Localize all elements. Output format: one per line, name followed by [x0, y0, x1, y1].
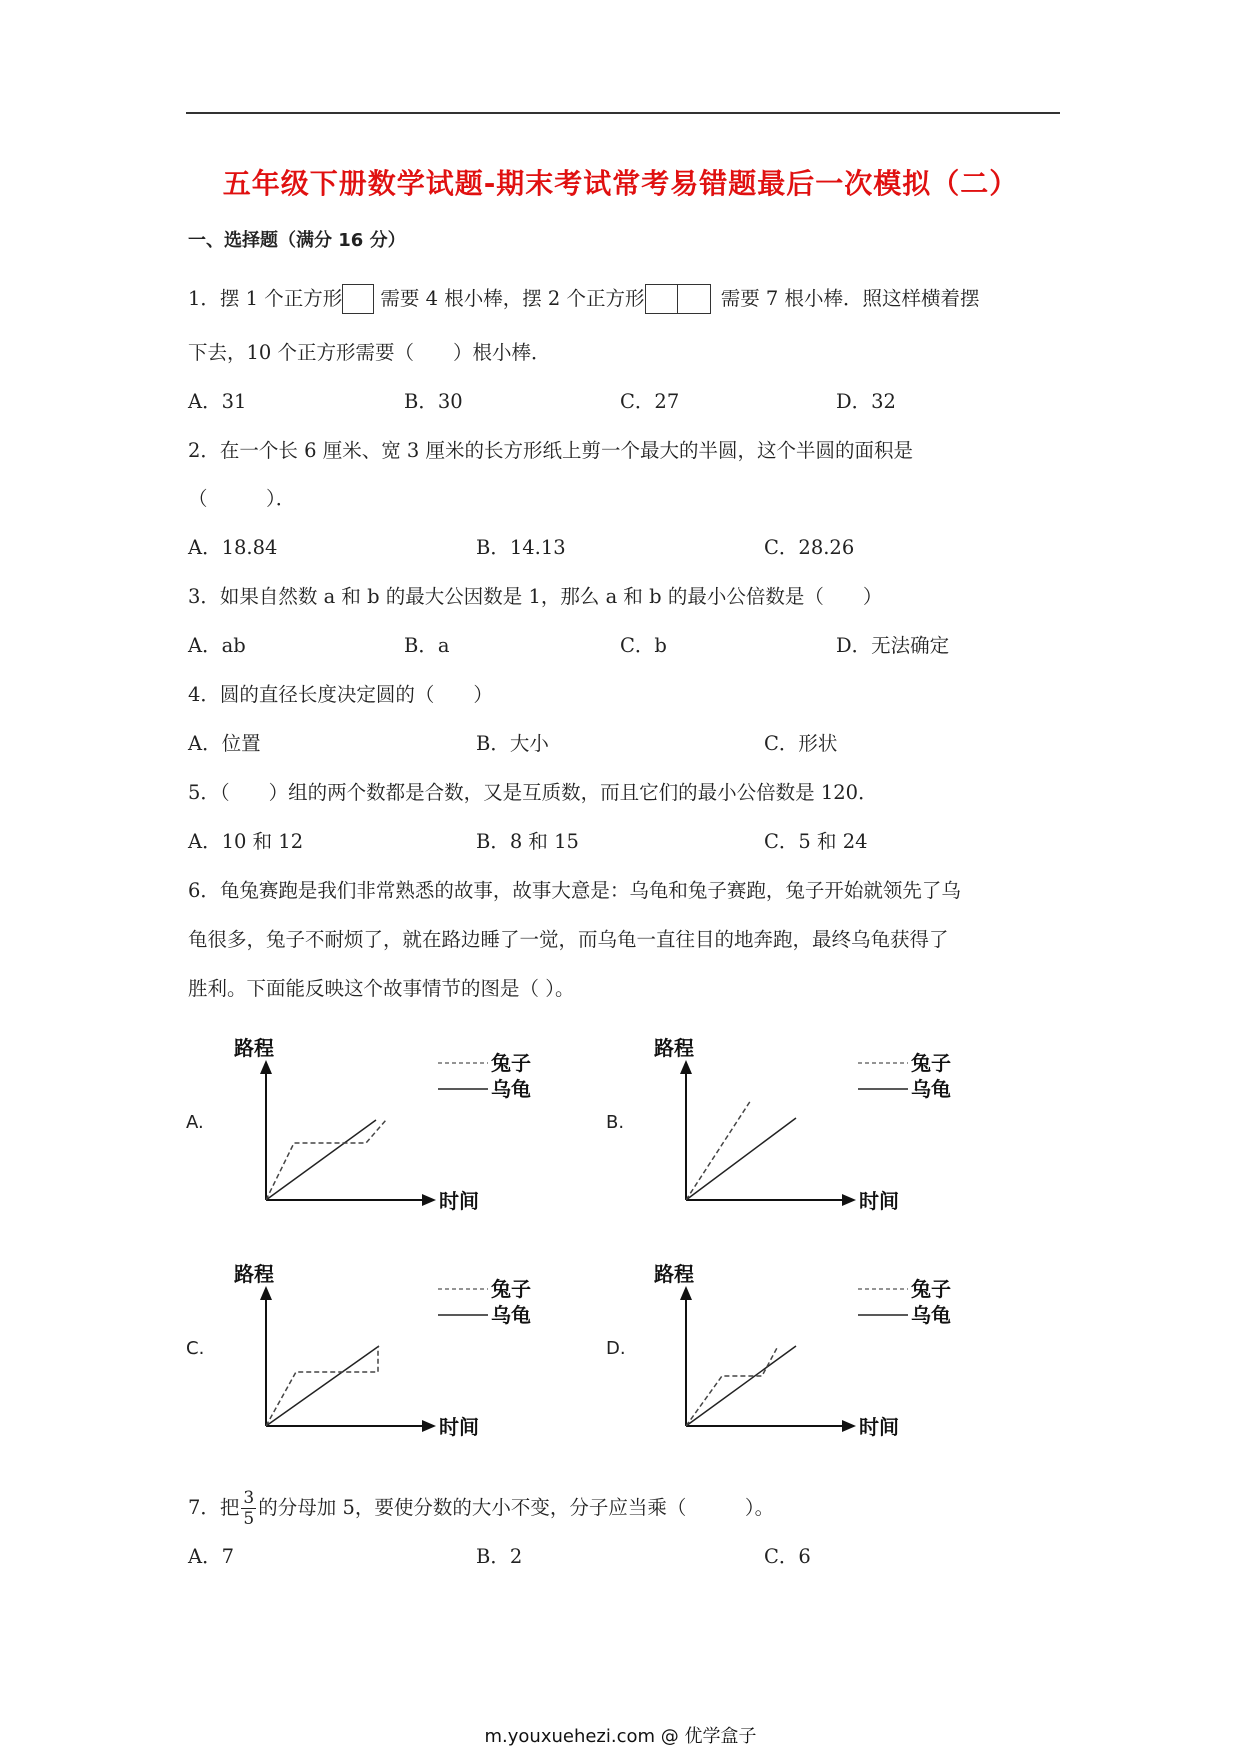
q2-line1: 2．在一个长 6 厘米、宽 3 厘米的长方形纸上剪一个最大的半圆，这个半圆的面积是 — [188, 439, 914, 462]
legend-rabbit: 兔子 — [491, 1277, 531, 1301]
q1-text-part3: 需要 7 根小棒．照这样横着摆 — [720, 287, 980, 310]
q3-option-b[interactable]: B．a — [404, 634, 450, 657]
x-axis-label: 时间 — [859, 1415, 899, 1439]
q4-line1: 4．圆的直径长度决定圆的（ ） — [188, 683, 493, 706]
q1-option-b[interactable]: B．30 — [404, 390, 463, 413]
turtle-line — [686, 1118, 796, 1200]
q5-option-b[interactable]: B．8 和 15 — [476, 830, 579, 853]
y-axis-label: 路程 — [234, 1036, 274, 1060]
q6-graph-a[interactable] — [186, 1030, 546, 1234]
turtle-line — [686, 1346, 796, 1426]
q2-option-a[interactable]: A．18.84 — [188, 536, 278, 559]
q1-option-d[interactable]: D．32 — [836, 390, 896, 413]
q3-option-d[interactable]: D．无法确定 — [836, 634, 950, 657]
q7-option-a[interactable]: A．7 — [188, 1545, 234, 1568]
q1-text-part2: 需要 4 根小棒，摆 2 个正方形 — [380, 287, 645, 310]
q7-text-part2: 的分母加 5，要使分数的大小不变，分子应当乘（ ）。 — [258, 1496, 775, 1519]
y-axis-label: 路程 — [654, 1036, 694, 1060]
legend-turtle: 乌龟 — [911, 1077, 951, 1101]
q2-line2: （ ）． — [188, 487, 296, 510]
q3-line1: 3．如果自然数 a 和 b 的最大公因数是 1，那么 a 和 b 的最小公倍数是（ ） — [188, 585, 883, 608]
q3-option-a[interactable]: A．ab — [188, 634, 246, 657]
legend-rabbit: 兔子 — [911, 1277, 951, 1301]
fraction-numerator: 3 — [243, 1488, 255, 1508]
x-axis-label: 时间 — [439, 1415, 479, 1439]
q7-line1 — [188, 1480, 774, 1536]
section-heading: 一、选择题（满分 16 分） — [188, 230, 406, 251]
q1-line1 — [188, 284, 980, 314]
q6-graph-b[interactable] — [606, 1030, 966, 1234]
legend-rabbit: 兔子 — [491, 1051, 531, 1075]
q6-graph-c[interactable] — [186, 1256, 546, 1460]
q7-option-c[interactable]: C．6 — [764, 1545, 811, 1568]
q5-option-a[interactable]: A．10 和 12 — [188, 830, 304, 853]
q4-option-a[interactable]: A．位置 — [188, 732, 261, 755]
page-title: 五年级下册数学试题-期末考试常考易错题最后一次模拟（二） — [222, 167, 1019, 200]
q2-option-b[interactable]: B．14.13 — [476, 536, 566, 559]
fraction-three-fifths — [241, 1488, 256, 1529]
q2-option-c[interactable]: C．28.26 — [764, 536, 855, 559]
q6-line3: 胜利。下面能反映这个故事情节的图是（ ）。 — [188, 977, 575, 1000]
option-label: A. — [186, 1112, 204, 1133]
q1-line2: 下去，10 个正方形需要（ ）根小棒． — [188, 341, 551, 364]
y-axis-label: 路程 — [234, 1262, 274, 1286]
y-axis-label: 路程 — [654, 1262, 694, 1286]
rabbit-line — [686, 1100, 751, 1200]
q7-text-part1: 7．把 — [188, 1496, 240, 1519]
q6-line2: 龟很多，兔子不耐烦了，就在路边睡了一觉，而乌龟一直往目的地奔跑，最终乌龟获得了 — [188, 928, 949, 951]
q6-line1: 6．龟兔赛跑是我们非常熟悉的故事，故事大意是：乌龟和兔子赛跑，兔子开始就领先了乌 — [188, 879, 961, 902]
rabbit-line — [266, 1120, 386, 1200]
single-square-icon — [342, 284, 374, 314]
x-axis-label: 时间 — [859, 1189, 899, 1213]
double-square-icon — [645, 284, 711, 314]
q3-option-c[interactable]: C．b — [620, 634, 667, 657]
q1-text-part1: 1．摆 1 个正方形 — [188, 287, 343, 310]
option-label: C. — [186, 1338, 205, 1359]
q6-graph-d[interactable] — [606, 1256, 966, 1460]
legend-turtle: 乌龟 — [491, 1077, 531, 1101]
turtle-line — [266, 1120, 376, 1200]
x-axis-label: 时间 — [439, 1189, 479, 1213]
q7-option-b[interactable]: B．2 — [476, 1545, 523, 1568]
q5-option-c[interactable]: C．5 和 24 — [764, 830, 868, 853]
q5-line1: 5．（ ）组的两个数都是合数，又是互质数，而且它们的最小公倍数是 120． — [188, 781, 878, 804]
q1-option-c[interactable]: C．27 — [620, 390, 680, 413]
q4-option-b[interactable]: B．大小 — [476, 732, 549, 755]
legend-turtle: 乌龟 — [491, 1303, 531, 1327]
option-label: D. — [606, 1338, 626, 1359]
legend-rabbit: 兔子 — [911, 1051, 951, 1075]
turtle-line — [266, 1346, 379, 1426]
q1-option-a[interactable]: A．31 — [188, 390, 247, 413]
footer-watermark: m.youxuehezi.com @ 优学盒子 — [484, 1726, 757, 1747]
option-label: B. — [606, 1112, 625, 1133]
q4-option-c[interactable]: C．形状 — [764, 732, 838, 755]
rabbit-line — [686, 1346, 778, 1426]
top-rule — [186, 112, 1060, 114]
legend-turtle: 乌龟 — [911, 1303, 951, 1327]
fraction-denominator: 5 — [243, 1509, 255, 1529]
